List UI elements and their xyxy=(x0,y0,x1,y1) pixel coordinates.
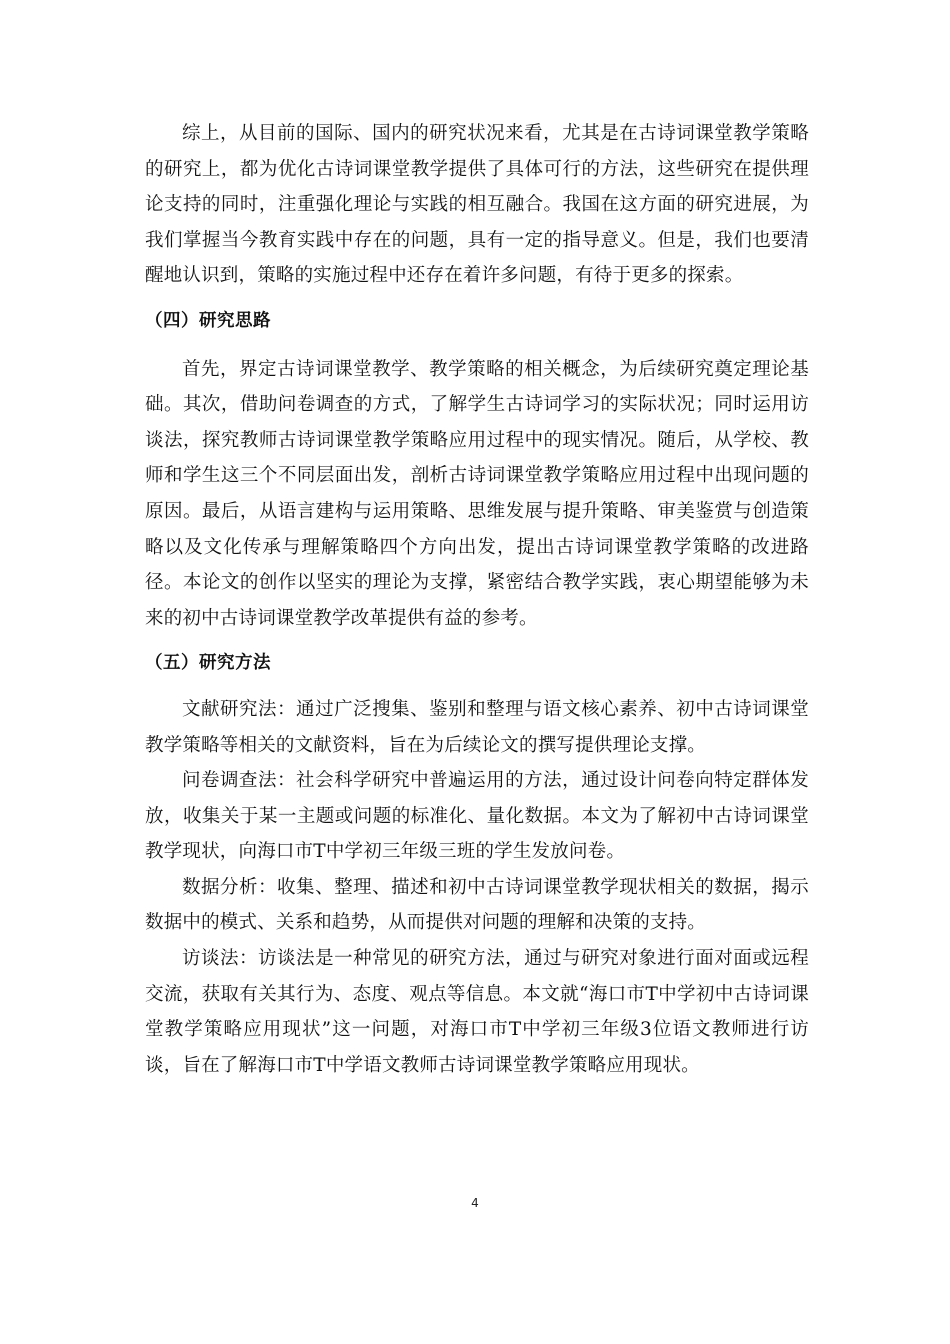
page-number: 4 xyxy=(471,1196,479,1210)
research-approach-paragraph: 首先，界定古诗词课堂教学、教学策略的相关概念，为后续研究奠定理论基础。其次，借助问卷调查的方式，了解学生古诗词学习的实际状况；同时运用访谈法，探究教师古诗词课堂教学策略应用过程中的现实情况。随后，从学校、教师和学生这三个不同层面出发，剖析古诗词课堂教学策略应用过程中出现问题的原因。最后，从语言建构与运用策略、思维发展与提升策略、审美鉴赏与创造策略以及文化传承与理解策略四个方向出发，提出古诗词课堂教学策略的改进路径。本论文的创作以坚实的理论为支撑，紧密结合教学实践，衷心期望能够为未来的初中古诗词课堂教学改革提供有益的参考。 xyxy=(145,358,809,629)
summary-paragraph: 综上，从目前的国际、国内的研究状况来看，尤其是在古诗词课堂教学策略的研究上，都为优化古诗词课堂教学提供了具体可行的方法，这些研究在提供理论支持的同时，注重强化理论与实践的相互融合。我国在这方面的研究进展，为我们掌握当今教育实践中存在的问题，具有一定的指导意义。但是，我们也要清醒地认识到，策略的实施过程中还存在着许多问题，有待于更多的探索。 xyxy=(145,123,809,287)
interview-method-paragraph: 访谈法：访谈法是一种常见的研究方法，通过与研究对象进行面对面或远程交流，获取有关其行为、态度、观点等信息。本文就“海口市T中学初中古诗词课堂教学策略应用现状”这一问题，对海口市T中学初三年级3位语文教师进行访谈，旨在了解海口市T中学语文教师古诗词课堂教学策略应用现状。 xyxy=(145,948,809,1076)
document-body xyxy=(145,116,809,1083)
section-heading-research-approach: （四）研究思路 xyxy=(145,310,271,331)
data-analysis-paragraph: 数据分析：收集、整理、描述和初中古诗词课堂教学现状相关的数据，揭示数据中的模式、关系和趋势，从而提供对问题的理解和决策的支持。 xyxy=(145,876,809,934)
section-heading-research-methods: （五）研究方法 xyxy=(145,653,271,674)
questionnaire-method-paragraph: 问卷调查法：社会科学研究中普遍运用的方法，通过设计问卷向特定群体发放，收集关于某一主题或问题的标准化、量化数据。本文为了解初中古诗词课堂教学现状，向海口市T中学初三年级三班的学生发放问卷。 xyxy=(145,770,809,863)
literature-method-paragraph: 文献研究法：通过广泛搜集、鉴别和整理与语文核心素养、初中古诗词课堂教学策略等相关的文献资料，旨在为后续论文的撰写提供理论支撑。 xyxy=(145,698,809,756)
